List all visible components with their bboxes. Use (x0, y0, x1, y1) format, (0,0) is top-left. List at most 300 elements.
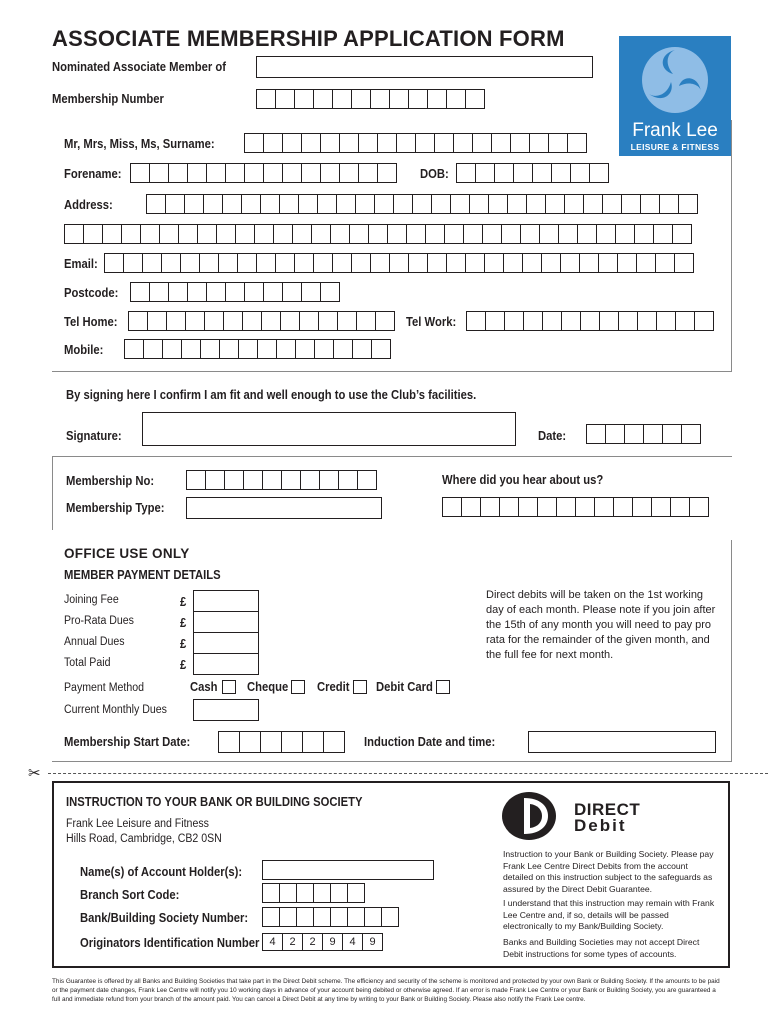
input-cell[interactable] (558, 224, 578, 244)
input-cell[interactable] (389, 253, 409, 273)
input-cell[interactable] (262, 907, 280, 927)
input-cell[interactable] (427, 89, 447, 109)
input-cell[interactable] (102, 224, 122, 244)
input-cell[interactable] (539, 224, 559, 244)
originators-id-digits (262, 933, 382, 951)
input-cell[interactable] (427, 253, 447, 273)
input-cell[interactable] (624, 424, 644, 444)
input-cell[interactable] (415, 133, 435, 153)
input-cell[interactable] (444, 224, 464, 244)
input-cell[interactable] (282, 133, 302, 153)
input-cell[interactable] (261, 311, 281, 331)
input-cell[interactable] (450, 194, 470, 214)
account-holders-input[interactable] (262, 860, 434, 880)
input-cell[interactable] (351, 253, 371, 273)
input-cell[interactable] (225, 163, 245, 183)
input-cell[interactable] (556, 497, 576, 517)
input-cell[interactable] (596, 224, 616, 244)
input-cell[interactable] (298, 194, 318, 214)
input-cell[interactable] (589, 163, 609, 183)
input-cell[interactable] (301, 282, 321, 302)
input-cell[interactable] (262, 883, 280, 903)
input-cell[interactable] (472, 133, 492, 153)
input-cell[interactable] (320, 133, 340, 153)
input-cell[interactable] (560, 253, 580, 273)
input-cell[interactable] (579, 253, 599, 273)
input-cell[interactable] (529, 133, 549, 153)
signature-date-cells[interactable] (586, 424, 700, 444)
input-cell[interactable] (469, 194, 489, 214)
input-cell[interactable] (244, 163, 264, 183)
input-cell[interactable] (371, 339, 391, 359)
input-cell[interactable] (218, 731, 240, 753)
postcode-cells[interactable] (130, 282, 339, 302)
input-cell[interactable] (675, 311, 695, 331)
input-cell[interactable] (442, 497, 462, 517)
input-cell[interactable] (507, 194, 527, 214)
input-cell[interactable] (296, 883, 314, 903)
input-cell[interactable] (347, 907, 365, 927)
input-cell[interactable] (314, 339, 334, 359)
membership-type-input[interactable] (186, 497, 382, 519)
input-cell[interactable] (374, 194, 394, 214)
input-cell[interactable] (561, 311, 581, 331)
input-cell[interactable] (499, 497, 519, 517)
input-cell[interactable] (575, 497, 595, 517)
input-cell[interactable] (224, 470, 244, 490)
input-cell[interactable] (204, 311, 224, 331)
input-cell[interactable] (689, 497, 709, 517)
input-cell[interactable] (279, 883, 297, 903)
input-cell[interactable] (504, 311, 524, 331)
input-cell[interactable] (244, 282, 264, 302)
input-cell[interactable] (330, 224, 350, 244)
input-cell[interactable] (282, 163, 302, 183)
input-cell[interactable] (143, 339, 163, 359)
input-cell[interactable] (241, 194, 261, 214)
input-cell[interactable] (239, 731, 261, 753)
input-cell[interactable] (542, 311, 562, 331)
input-cell[interactable] (453, 133, 473, 153)
input-cell[interactable] (408, 89, 428, 109)
input-cell[interactable] (377, 163, 397, 183)
input-cell[interactable] (670, 497, 690, 517)
triskele-logo-icon (619, 40, 731, 122)
input-cell[interactable] (237, 253, 257, 273)
input-cell[interactable] (349, 224, 369, 244)
input-cell[interactable] (577, 224, 597, 244)
input-cell[interactable] (522, 253, 542, 273)
form-title: ASSOCIATE MEMBERSHIP APPLICATION FORM (52, 26, 565, 51)
input-cell[interactable] (548, 133, 568, 153)
input-cell[interactable] (336, 194, 356, 214)
input-cell[interactable] (147, 311, 167, 331)
input-cell[interactable] (338, 470, 358, 490)
input-cell[interactable] (242, 311, 262, 331)
input-cell[interactable] (651, 497, 671, 517)
input-cell[interactable] (301, 163, 321, 183)
surname-cells[interactable] (244, 133, 586, 153)
input-cell[interactable] (162, 339, 182, 359)
direct-debit-note: Direct debits will be taken on the 1st working day of each month. Please note if you join after the 15th of any month you will need to pay pro rata for the remainder of the given month, and the full fee for next month. (486, 589, 716, 661)
debit-card-checkbox[interactable] (436, 680, 450, 694)
input-cell[interactable] (130, 163, 150, 183)
input-cell[interactable] (330, 883, 348, 903)
input-cell[interactable] (276, 339, 296, 359)
input-cell[interactable] (313, 253, 333, 273)
signature-input[interactable] (142, 412, 516, 446)
input-cell[interactable] (617, 253, 637, 273)
input-cell[interactable] (295, 339, 315, 359)
input-cell[interactable] (636, 253, 656, 273)
originator-digit: 4 (342, 933, 363, 951)
input-cell[interactable] (446, 253, 466, 273)
input-cell[interactable] (330, 907, 348, 927)
input-cell[interactable] (216, 224, 236, 244)
address-cells-line2[interactable] (64, 224, 691, 244)
input-cell[interactable] (149, 163, 169, 183)
input-cell[interactable] (300, 470, 320, 490)
input-cell[interactable] (323, 731, 345, 753)
address-cells-line1[interactable] (146, 194, 697, 214)
input-cell[interactable] (313, 907, 331, 927)
input-cell[interactable] (104, 253, 124, 273)
input-cell[interactable] (339, 133, 359, 153)
input-cell[interactable] (352, 339, 372, 359)
input-cell[interactable] (351, 89, 371, 109)
originator-digit: 2 (302, 933, 323, 951)
input-cell[interactable] (618, 311, 638, 331)
membership-start-date-cells[interactable] (218, 731, 344, 753)
input-cell[interactable] (640, 194, 660, 214)
email-cells[interactable] (104, 253, 693, 273)
input-cell[interactable] (694, 311, 714, 331)
input-cell[interactable] (243, 470, 263, 490)
input-cell[interactable] (461, 497, 481, 517)
input-cell[interactable] (140, 224, 160, 244)
input-cell[interactable] (537, 497, 557, 517)
input-cell[interactable] (615, 224, 635, 244)
input-cell[interactable] (275, 89, 295, 109)
input-cell[interactable] (203, 194, 223, 214)
input-cell[interactable] (186, 470, 206, 490)
input-cell[interactable] (523, 311, 543, 331)
input-cell[interactable] (396, 133, 416, 153)
input-cell[interactable] (296, 907, 314, 927)
input-cell[interactable] (260, 194, 280, 214)
input-cell[interactable] (355, 194, 375, 214)
input-cell[interactable] (463, 224, 483, 244)
input-cell[interactable] (206, 282, 226, 302)
input-cell[interactable] (263, 282, 283, 302)
input-cell[interactable] (586, 424, 606, 444)
induction-date-input[interactable] (528, 731, 716, 753)
input-cell[interactable] (83, 224, 103, 244)
input-cell[interactable] (491, 133, 511, 153)
input-cell[interactable] (408, 253, 428, 273)
postcode-label: Postcode: (64, 286, 119, 300)
input-cell[interactable] (332, 89, 352, 109)
input-cell[interactable] (598, 253, 618, 273)
input-cell[interactable] (294, 89, 314, 109)
input-cell[interactable] (337, 311, 357, 331)
credit-checkbox[interactable] (353, 680, 367, 694)
input-cell[interactable] (364, 907, 382, 927)
input-cell[interactable] (159, 224, 179, 244)
input-cell[interactable] (205, 470, 225, 490)
input-cell[interactable] (225, 282, 245, 302)
input-cell[interactable] (319, 470, 339, 490)
total-paid-currency: £ (180, 658, 187, 672)
input-cell[interactable] (187, 282, 207, 302)
account-holders-label: Name(s) of Account Holder(s): (80, 865, 243, 879)
input-cell[interactable] (545, 194, 565, 214)
personal-details-panel (52, 120, 732, 372)
cash-checkbox[interactable] (222, 680, 236, 694)
input-cell[interactable] (256, 253, 276, 273)
input-cell[interactable] (178, 224, 198, 244)
input-cell[interactable] (317, 194, 337, 214)
input-cell[interactable] (339, 163, 359, 183)
input-cell[interactable] (484, 253, 504, 273)
input-cell[interactable] (275, 253, 295, 273)
total-paid-label: Total Paid (64, 657, 111, 669)
tel-work-cells[interactable] (466, 311, 713, 331)
input-cell[interactable] (494, 163, 514, 183)
bank-address-line2: Hills Road, Cambridge, CB2 0SN (66, 833, 222, 845)
input-cell[interactable] (235, 224, 255, 244)
input-cell[interactable] (655, 253, 675, 273)
input-cell[interactable] (280, 311, 300, 331)
input-cell[interactable] (653, 224, 673, 244)
sort-code-cells[interactable] (262, 883, 364, 903)
input-cell[interactable] (377, 133, 397, 153)
input-cell[interactable] (142, 253, 162, 273)
input-cell[interactable] (466, 311, 486, 331)
input-cell[interactable] (381, 907, 399, 927)
input-cell[interactable] (389, 89, 409, 109)
input-cell[interactable] (672, 224, 692, 244)
input-cell[interactable] (656, 311, 676, 331)
tel-home-cells[interactable] (128, 311, 394, 331)
input-cell[interactable] (485, 311, 505, 331)
account-number-cells[interactable] (262, 907, 398, 927)
input-cell[interactable] (526, 194, 546, 214)
input-cell[interactable] (356, 311, 376, 331)
input-cell[interactable] (332, 253, 352, 273)
input-cell[interactable] (161, 253, 181, 273)
input-cell[interactable] (168, 163, 188, 183)
input-cell[interactable] (605, 424, 625, 444)
input-cell[interactable] (219, 339, 239, 359)
input-cell[interactable] (256, 89, 276, 109)
input-cell[interactable] (263, 163, 283, 183)
current-monthly-dues-input[interactable] (193, 699, 259, 721)
membership-no-cells[interactable] (186, 470, 376, 490)
input-cell[interactable] (301, 133, 321, 153)
scissors-icon: ✂ (28, 765, 41, 782)
input-cell[interactable] (260, 731, 282, 753)
input-cell[interactable] (368, 224, 388, 244)
total-paid-input[interactable] (193, 653, 259, 675)
input-cell[interactable] (503, 253, 523, 273)
input-cell[interactable] (64, 224, 84, 244)
input-cell[interactable] (501, 224, 521, 244)
input-cell[interactable] (165, 194, 185, 214)
forename-cells[interactable] (130, 163, 396, 183)
input-cell[interactable] (406, 224, 426, 244)
input-cell[interactable] (518, 497, 538, 517)
input-cell[interactable] (599, 311, 619, 331)
input-cell[interactable] (185, 311, 205, 331)
input-cell[interactable] (570, 163, 590, 183)
nominated-input[interactable] (256, 56, 593, 78)
input-cell[interactable] (678, 194, 698, 214)
input-cell[interactable] (659, 194, 679, 214)
input-cell[interactable] (184, 194, 204, 214)
input-cell[interactable] (358, 163, 378, 183)
input-cell[interactable] (199, 253, 219, 273)
joining-fee-input[interactable] (193, 590, 259, 612)
input-cell[interactable] (223, 311, 243, 331)
input-cell[interactable] (292, 224, 312, 244)
input-cell[interactable] (187, 163, 207, 183)
input-cell[interactable] (281, 470, 301, 490)
direct-debit-logo-line2: Debit (574, 816, 627, 835)
input-cell[interactable] (130, 282, 150, 302)
input-cell[interactable] (510, 133, 530, 153)
originators-id-label: Originators Identification Number (80, 936, 260, 950)
input-cell[interactable] (302, 731, 324, 753)
input-cell[interactable] (425, 224, 445, 244)
input-cell[interactable] (370, 89, 390, 109)
input-cell[interactable] (121, 224, 141, 244)
input-cell[interactable] (465, 253, 485, 273)
input-cell[interactable] (262, 470, 282, 490)
direct-debit-icon (500, 790, 558, 842)
input-cell[interactable] (357, 470, 377, 490)
input-cell[interactable] (621, 194, 641, 214)
input-cell[interactable] (320, 163, 340, 183)
account-number-label: Bank/Building Society Number: (80, 911, 249, 925)
input-cell[interactable] (583, 194, 603, 214)
input-cell[interactable] (320, 282, 340, 302)
payment-details-heading: MEMBER PAYMENT DETAILS (64, 568, 221, 582)
membership-panel (52, 456, 732, 530)
input-cell[interactable] (662, 424, 682, 444)
input-cell[interactable] (564, 194, 584, 214)
input-cell[interactable] (166, 311, 186, 331)
input-cell[interactable] (206, 163, 226, 183)
input-cell[interactable] (244, 133, 264, 153)
input-cell[interactable] (279, 907, 297, 927)
input-cell[interactable] (294, 253, 314, 273)
input-cell[interactable] (613, 497, 633, 517)
input-cell[interactable] (281, 731, 303, 753)
input-cell[interactable] (594, 497, 614, 517)
input-cell[interactable] (375, 311, 395, 331)
input-cell[interactable] (263, 133, 283, 153)
mobile-cells[interactable] (124, 339, 390, 359)
input-cell[interactable] (254, 224, 274, 244)
input-cell[interactable] (181, 339, 201, 359)
input-cell[interactable] (218, 253, 238, 273)
address-label: Address: (64, 198, 113, 212)
annual-dues-input[interactable] (193, 632, 259, 654)
input-cell[interactable] (313, 883, 331, 903)
input-cell[interactable] (674, 253, 694, 273)
input-cell[interactable] (393, 194, 413, 214)
input-cell[interactable] (541, 253, 561, 273)
input-cell[interactable] (200, 339, 220, 359)
dob-cells[interactable] (456, 163, 608, 183)
cash-label: Cash (190, 680, 218, 694)
input-cell[interactable] (299, 311, 319, 331)
input-cell[interactable] (475, 163, 495, 183)
input-cell[interactable] (128, 311, 148, 331)
input-cell[interactable] (168, 282, 188, 302)
input-cell[interactable] (358, 133, 378, 153)
cheque-checkbox[interactable] (291, 680, 305, 694)
pro-rata-input[interactable] (193, 611, 259, 633)
input-cell[interactable] (480, 497, 500, 517)
input-cell[interactable] (333, 339, 353, 359)
input-cell[interactable] (580, 311, 600, 331)
input-cell[interactable] (318, 311, 338, 331)
input-cell[interactable] (222, 194, 242, 214)
input-cell[interactable] (311, 224, 331, 244)
input-cell[interactable] (456, 163, 476, 183)
input-cell[interactable] (643, 424, 663, 444)
input-cell[interactable] (279, 194, 299, 214)
input-cell[interactable] (146, 194, 166, 214)
input-cell[interactable] (149, 282, 169, 302)
input-cell[interactable] (637, 311, 657, 331)
input-cell[interactable] (488, 194, 508, 214)
input-cell[interactable] (446, 89, 466, 109)
input-cell[interactable] (681, 424, 701, 444)
membership-number-cells[interactable] (256, 89, 484, 109)
joining-fee-currency: £ (180, 595, 187, 609)
input-cell[interactable] (551, 163, 571, 183)
input-cell[interactable] (465, 89, 485, 109)
input-cell[interactable] (387, 224, 407, 244)
input-cell[interactable] (513, 163, 533, 183)
input-cell[interactable] (180, 253, 200, 273)
input-cell[interactable] (313, 89, 333, 109)
input-cell[interactable] (532, 163, 552, 183)
input-cell[interactable] (602, 194, 622, 214)
input-cell[interactable] (257, 339, 277, 359)
input-cell[interactable] (431, 194, 451, 214)
input-cell[interactable] (282, 282, 302, 302)
input-cell[interactable] (238, 339, 258, 359)
input-cell[interactable] (632, 497, 652, 517)
input-cell[interactable] (347, 883, 365, 903)
input-cell[interactable] (567, 133, 587, 153)
input-cell[interactable] (482, 224, 502, 244)
hear-about-us-cells[interactable] (442, 497, 708, 517)
input-cell[interactable] (634, 224, 654, 244)
input-cell[interactable] (124, 339, 144, 359)
input-cell[interactable] (197, 224, 217, 244)
input-cell[interactable] (370, 253, 390, 273)
input-cell[interactable] (434, 133, 454, 153)
input-cell[interactable] (412, 194, 432, 214)
input-cell[interactable] (520, 224, 540, 244)
input-cell[interactable] (123, 253, 143, 273)
input-cell[interactable] (273, 224, 293, 244)
